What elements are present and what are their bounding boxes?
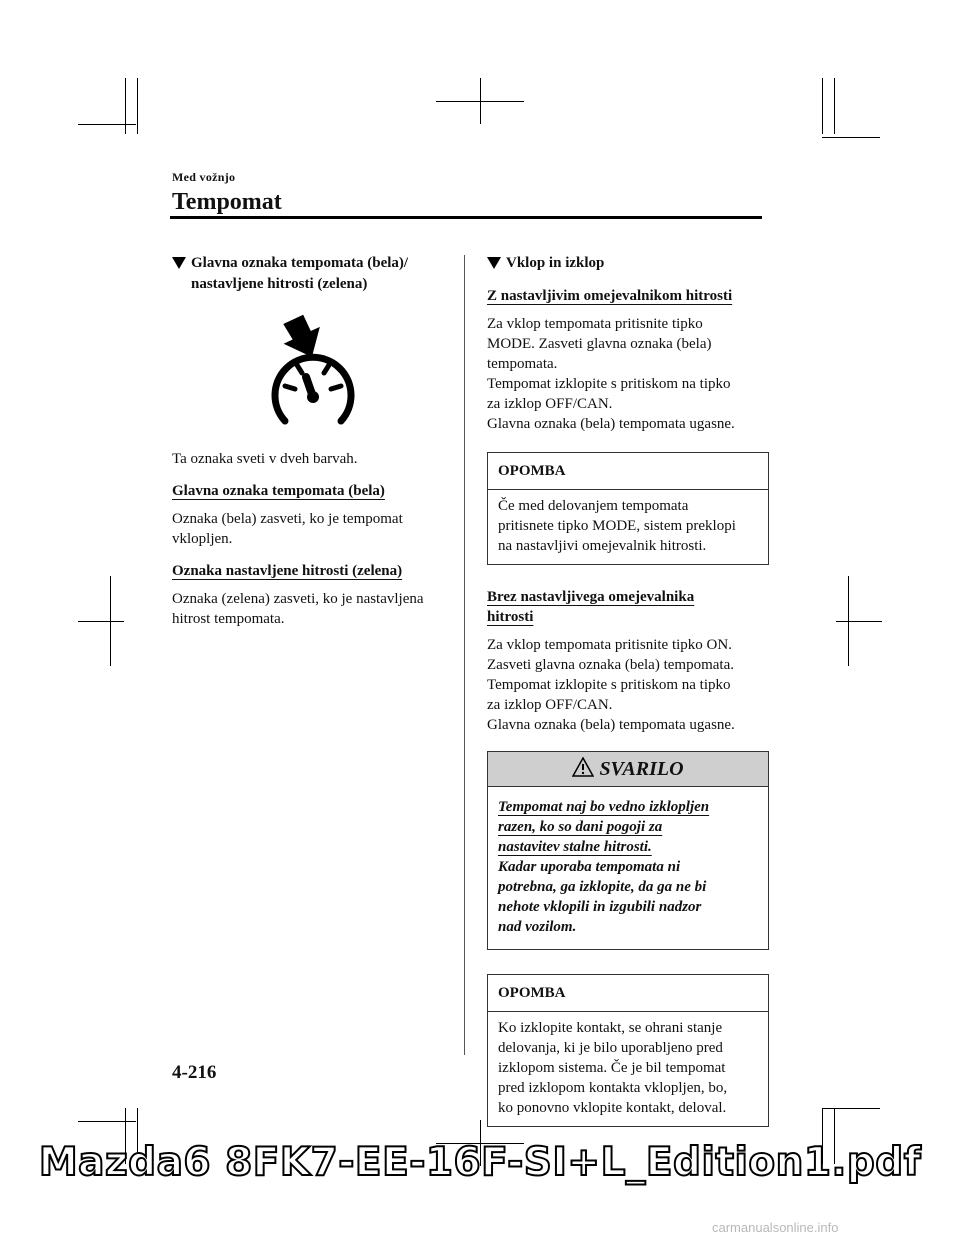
text-line: nehote vklopili in izgubili nadzor (498, 899, 702, 915)
crop-mark (78, 1121, 136, 1122)
crop-mark (436, 101, 524, 102)
text-line: Oznaka (zelena) zasveti, ko je nastavljena (172, 591, 424, 607)
crop-mark (822, 1108, 880, 1109)
text-line: tempomata. (487, 356, 558, 372)
heading-line: nastavljene hitrosti (zelena) (191, 276, 368, 292)
header-rule (170, 216, 762, 219)
text-line: potrebna, ga izklopite, da ga ne bi (498, 879, 707, 895)
text-line: Tempomat izklopite s pritiskom na tipko (487, 677, 731, 693)
indicator-figure (172, 313, 454, 439)
left-column (172, 253, 454, 629)
text-line: nad vozilom. (498, 919, 577, 935)
section-heading (172, 253, 454, 295)
paragraph (487, 635, 769, 735)
crop-mark (834, 78, 835, 134)
crop-mark (822, 78, 823, 134)
crop-mark (137, 78, 138, 134)
text-line: nastavitev stalne hitrosti. (498, 839, 652, 855)
note-title: OPOMBA (488, 453, 768, 490)
page-title: Tempomat (172, 189, 282, 215)
text-line: Za vklop tempomata pritisnite tipko ON. (487, 637, 732, 653)
text-line: Za vklop tempomata pritisnite tipko (487, 316, 703, 332)
warning-body (488, 787, 768, 949)
section-label: Med vožnjo (172, 170, 236, 184)
text-line: pritisnete tipko MODE, sistem preklopi (498, 518, 736, 534)
text-line: Oznaka (bela) zasveti, ko je tempomat (172, 511, 403, 527)
column-divider (464, 255, 465, 1055)
text-line: ko ponovno vklopite kontakt, deloval. (498, 1100, 727, 1116)
triangle-bullet-icon (487, 257, 501, 269)
text-line: za izklop OFF/CAN. (487, 697, 613, 713)
note-body (488, 490, 768, 564)
text-line: hitrost tempomata. (172, 611, 285, 627)
paragraph (172, 589, 454, 629)
text-line: Glavna oznaka (bela) tempomata ugasne. (487, 416, 735, 432)
subheading (487, 587, 769, 627)
crop-mark (78, 124, 136, 125)
warning-triangle-icon (572, 757, 594, 777)
note-box (487, 974, 769, 1127)
text-line: Zasveti glavna oznaka (bela) tempomata. (487, 657, 734, 673)
cruise-control-speedometer-icon (263, 313, 363, 433)
heading-line: Glavna oznaka tempomata (bela)/ (191, 255, 409, 271)
text-line: Brez nastavljivega omejevalnika (487, 589, 695, 605)
text-line: Glavna oznaka (bela) tempomata ugasne. (487, 717, 735, 733)
crop-mark (78, 621, 124, 622)
paragraph (172, 509, 454, 549)
footer-filename: Mazda6 8FK7-EE-16F-SI+L_Edition1.pdf (38, 1140, 922, 1185)
subheading: Z nastavljivim omejevalnikom hitrosti (487, 288, 733, 304)
watermark-text: carmanualsonline.info (712, 1220, 839, 1235)
warning-title: SVARILO (599, 758, 684, 780)
text-line: na nastavljivi omejevalnik hitrosti. (498, 538, 707, 554)
section-heading (487, 253, 769, 274)
triangle-bullet-icon (172, 257, 186, 269)
intro-text: Ta oznaka sveti v dveh barvah. (172, 451, 358, 467)
note-body (488, 1012, 768, 1126)
text-line: delovanja, ki je bilo uporabljeno pred (498, 1040, 723, 1056)
crop-mark (822, 137, 880, 138)
paragraph (487, 314, 769, 434)
text-line: hitrosti (487, 609, 534, 625)
heading-text: Vklop in izklop (506, 255, 605, 271)
text-line: Tempomat naj bo vedno izklopljen (498, 799, 710, 815)
page-header (172, 170, 282, 216)
text-line: pred izklopom kontakta vklopljen, bo, (498, 1080, 728, 1096)
text-line: za izklop OFF/CAN. (487, 396, 613, 412)
note-box (487, 452, 769, 565)
crop-mark (836, 621, 882, 622)
text-line: razen, ko so dani pogoji za (498, 819, 663, 835)
text-line: Tempomat izklopite s pritiskom na tipko (487, 376, 731, 392)
text-line: Kadar uporaba tempomata ni (498, 859, 681, 875)
text-line: MODE. Zasveti glavna oznaka (bela) (487, 336, 712, 352)
text-line: vklopljen. (172, 531, 233, 547)
subheading: Glavna oznaka tempomata (bela) (172, 483, 385, 499)
warning-box (487, 751, 769, 950)
text-line: Če med delovanjem tempomata (498, 498, 689, 514)
note-title: OPOMBA (488, 975, 768, 1012)
text-line: izklopom sistema. Če je bil tempomat (498, 1060, 726, 1076)
text-line: Ko izklopite kontakt, se ohrani stanje (498, 1020, 723, 1036)
page-number: 4-216 (172, 1062, 217, 1083)
warning-header (488, 752, 768, 787)
crop-mark (125, 78, 126, 134)
subheading: Oznaka nastavljene hitrosti (zelena) (172, 563, 403, 579)
right-column (487, 253, 769, 1127)
